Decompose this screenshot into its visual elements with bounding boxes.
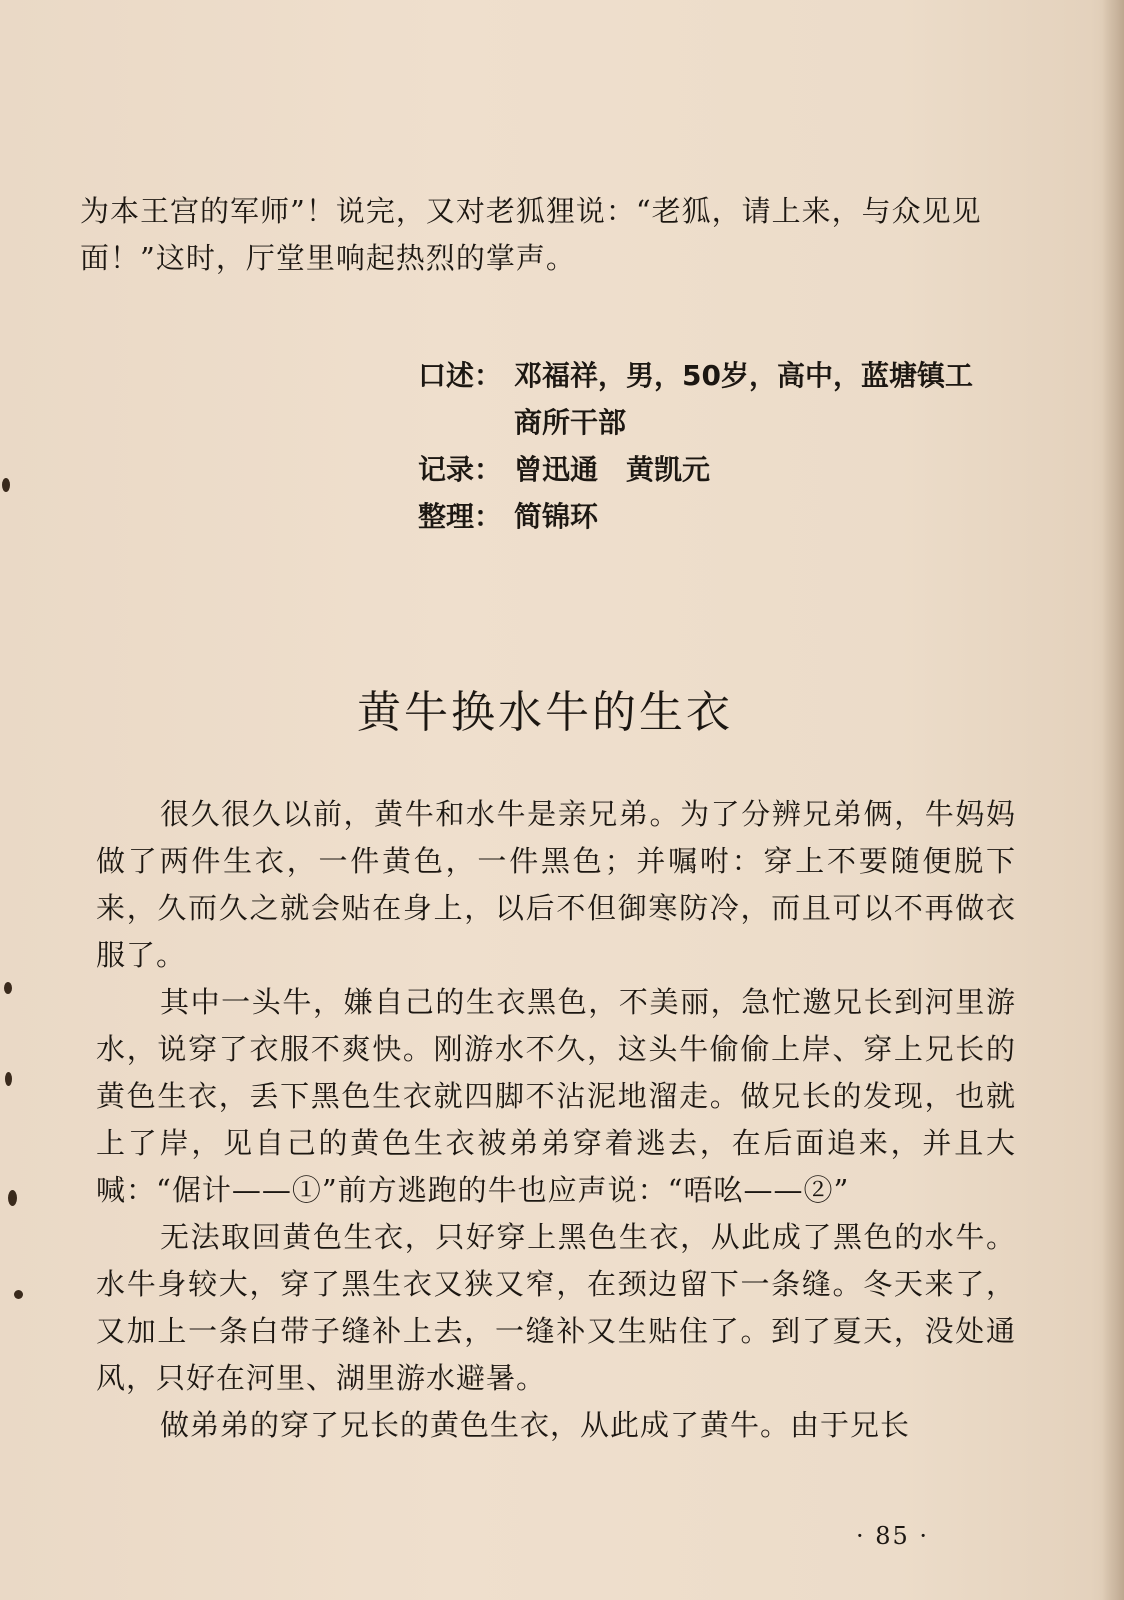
story-paragraph: 做弟弟的穿了兄长的黄色生衣，从此成了黄牛。由于兄长 <box>160 1408 911 1442</box>
credit-narrator <box>418 352 978 446</box>
story-title: 黄牛换水牛的生衣 <box>357 687 733 738</box>
ink-speck <box>8 1190 17 1206</box>
credit-editor <box>418 493 978 540</box>
credit-value: 邓福祥，男，50岁，高中，蓝塘镇工商所干部 <box>514 359 973 439</box>
credit-label: 口述： <box>418 359 503 392</box>
credit-recorder <box>418 446 978 493</box>
story-paragraph: 无法取回黄色生衣，只好穿上黑色生衣，从此成了黑色的水牛。水牛身较大，穿了黑生衣又狭又窄，在颈边留下一条缝。冬天来了，又加上一条白带子缝补上去，一缝补又生贴住了。到了夏天，没处通风，只好在河里、湖里游水避暑。 <box>96 1220 1016 1395</box>
credit-label: 整理： <box>418 500 503 533</box>
page-edge-shadow <box>1102 0 1124 1600</box>
story-body <box>96 791 1016 1449</box>
story-paragraph: 其中一头牛，嫌自己的生衣黑色，不美丽，急忙邀兄长到河里游水，说穿了衣服不爽快。刚游水不久，这头牛偷偷上岸、穿上兄长的黄色生衣，丢下黑色生衣就四脚不沾泥地溜走。做兄长的发现，也就上了岸，见自己的黄色生衣被弟弟穿着逃去，在后面追来，并且大喊：“倨计——①”前方逃跑的牛也应声说：“唔吆——②” <box>96 985 1016 1207</box>
continuation-paragraph: 为本王宫的军师”！说完，又对老狐狸说：“老狐，请上来，与众见见面！”这时，厅堂里响起热烈的掌声。 <box>80 194 982 275</box>
ink-speck <box>14 1290 23 1299</box>
ink-speck <box>5 1072 12 1086</box>
ink-speck <box>2 478 10 492</box>
credit-label: 记录： <box>418 453 503 486</box>
page-number: · 85 · <box>856 1522 930 1550</box>
ink-speck <box>4 982 12 994</box>
credit-value: 简锦环 <box>514 500 599 533</box>
story-paragraph: 很久很久以前，黄牛和水牛是亲兄弟。为了分辨兄弟俩，牛妈妈做了两件生衣，一件黄色，一件黑色；并嘱咐：穿上不要随便脱下来，久而久之就会贴在身上，以后不但御寒防冷，而且可以不再做衣服了。 <box>96 797 1016 972</box>
story-credits <box>418 352 978 540</box>
credit-value: 曾迅通 黄凯元 <box>514 453 711 486</box>
